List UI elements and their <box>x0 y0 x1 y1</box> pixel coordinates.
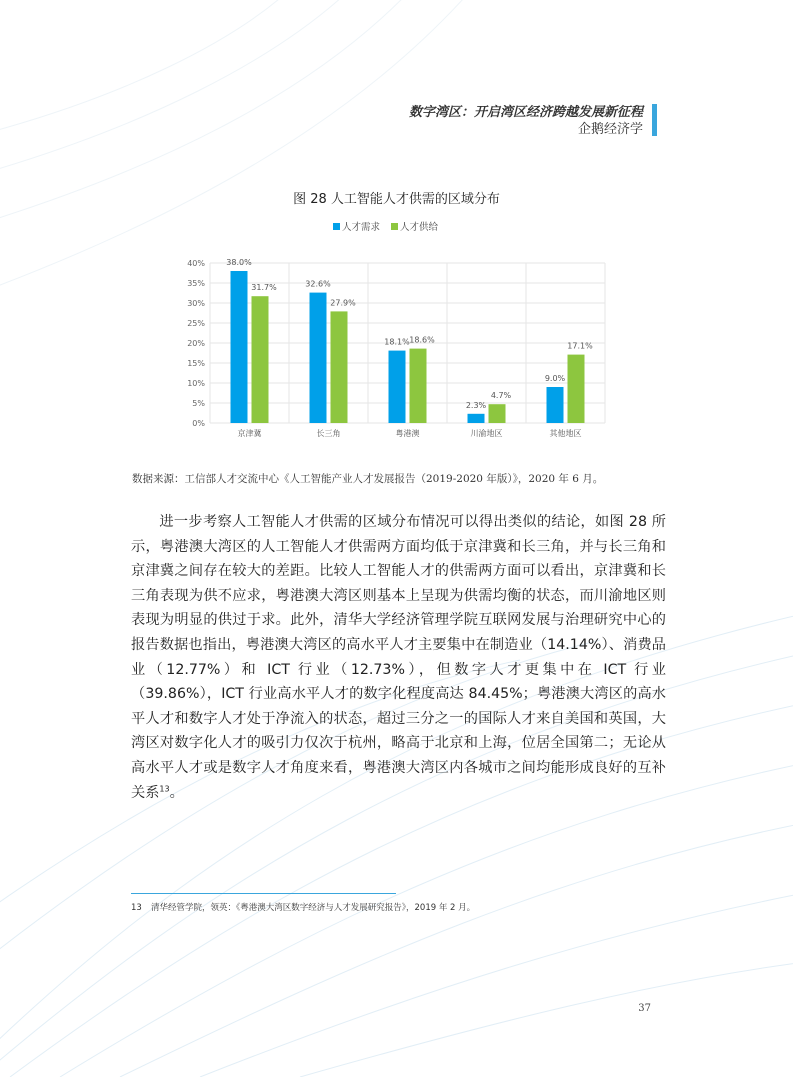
bar-demand <box>310 293 327 423</box>
footnote-reference[interactable]: 13 <box>159 783 170 793</box>
running-header <box>409 104 643 138</box>
legend-swatch <box>391 223 398 230</box>
bar-supply <box>568 355 585 423</box>
bar-value-label: 31.7% <box>251 283 277 293</box>
x-tick-label: 其他地区 <box>549 429 582 438</box>
y-tick-label: 25% <box>187 319 205 328</box>
bar-demand <box>468 414 485 423</box>
y-tick-label: 10% <box>187 379 205 388</box>
bar-supply <box>489 404 506 423</box>
y-tick-label: 0% <box>192 419 205 428</box>
footnote <box>131 901 475 913</box>
x-tick-label: 京津冀 <box>237 429 262 438</box>
header-subtitle: 企鹅经济学 <box>577 122 643 137</box>
chart-bars <box>231 271 585 423</box>
y-tick-label: 40% <box>187 259 205 268</box>
bar-value-label: 18.1% <box>384 337 410 347</box>
footnote-text: 清华经管学院，领英：《粤港澳大湾区数字经济与人才发展研究报告》，2019 年 2 月。 <box>151 903 476 913</box>
bar-value-label: 38.0% <box>226 258 252 267</box>
bar-value-label: 17.1% <box>567 341 593 351</box>
body-paragraph <box>131 510 666 805</box>
data-source-note: 数据来源：工信部人才交流中心《人工智能产业人才发展报告（2019-2020 年版）》，2020 年 6 月。 <box>132 473 604 485</box>
bar-supply <box>410 349 427 423</box>
legend-swatch <box>333 223 340 230</box>
bar-value-label: 32.6% <box>305 279 331 289</box>
footnote-divider <box>131 893 396 894</box>
bar-supply <box>252 296 269 423</box>
y-tick-label: 30% <box>187 299 205 308</box>
page-number: 37 <box>638 1003 651 1014</box>
header-title: 数字湾区：开启湾区经济跨越发展新征程 <box>408 105 643 120</box>
legend-label: 人才需求 <box>342 222 381 233</box>
bar-value-label: 2.3% <box>465 400 487 410</box>
bar-value-label: 4.7% <box>490 391 512 401</box>
figure-title: 图 28 人工智能人才供需的区域分布 <box>293 192 500 207</box>
bar-demand <box>547 387 564 423</box>
y-tick-label: 20% <box>187 339 205 348</box>
body-text: 进一步考察人工智能人才供需的区域分布情况可以得出类似的结论，如图 28 所示，粤港澳大湾区的人工智能人才供需两方面均低于京津冀和长三角，并与长三角和京津冀之间存在较大的差距。比较人工智能人才的供需两方面可以看出，京津冀和长三角表现为供不应求，粤港澳大湾区则基本上呈现为供需均衡的状态，而川渝地区则表现为明显的供过于求。此外，清华大学经济管理学院互联网发展与治理研究中心的报告数据也指出，粤港澳大湾区的高水平人才主要集中在制造业（14.14%）、消费品业（12.77%）和 ICT 行业（12.73%），但数字人才更集中在 ICT 行业（39.86%），ICT 行业高水平人才的数字化程度高达 84.45%；粤港澳大湾区的高水平人才和数字人才处于净流入的状态，超过三分之一的国际人才来自美国和英国，大湾区对数字化人才的吸引力仅次于杭州，略高于北京和上海，位居全国第二；无论从高水平人才或是数字人才角度来看，粤港澳大湾区内各城市之间均能形成良好的互补关系 <box>131 514 666 801</box>
header-accent-bar <box>652 104 657 136</box>
footnote-number: 13 <box>131 903 142 913</box>
bar-value-label: 18.6% <box>409 335 435 345</box>
x-tick-label: 川渝地区 <box>470 429 503 438</box>
body-end-punctuation: 。 <box>169 784 184 801</box>
y-tick-label: 35% <box>187 279 205 288</box>
y-tick-label: 5% <box>192 399 205 408</box>
y-axis-ticks <box>187 259 205 428</box>
bar-value-label: 9.0% <box>544 374 566 383</box>
x-tick-label: 粤港澳 <box>395 429 420 438</box>
chart-legend <box>333 221 439 233</box>
bar-supply <box>331 311 348 423</box>
bar-demand <box>231 271 248 423</box>
bar-chart <box>0 215 793 445</box>
legend-label: 人才供给 <box>400 222 439 233</box>
y-tick-label: 15% <box>187 359 205 368</box>
bar-demand <box>389 351 406 423</box>
x-tick-label: 长三角 <box>316 429 341 438</box>
x-axis-ticks <box>238 428 582 438</box>
bar-value-label: 27.9% <box>330 298 356 308</box>
